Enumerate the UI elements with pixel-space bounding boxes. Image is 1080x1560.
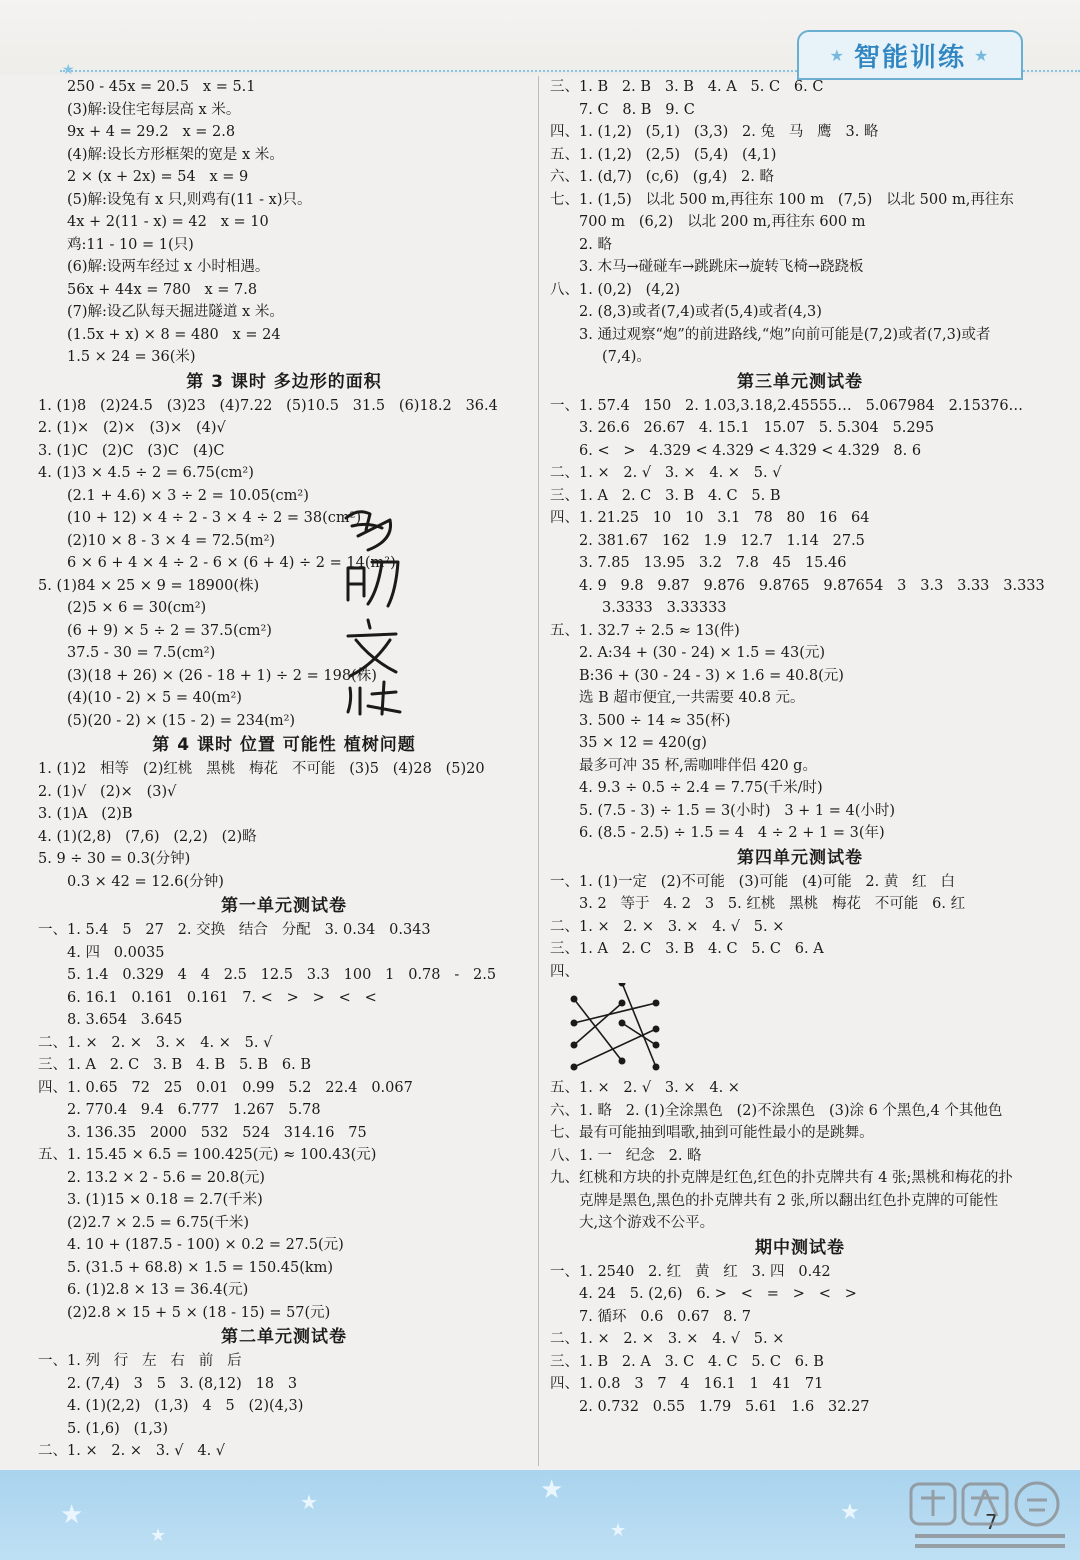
answer-line: 3. 2 等于 4. 2 3 5. 红桃 黑桃 梅花 不可能 6. 红 xyxy=(579,896,966,912)
answer-line: 二、1. × 2. × 3. × 4. √ 5. × xyxy=(550,918,785,935)
answer-line: 3. (1)15 × 0.18 = 2.7(千米) xyxy=(67,1192,263,1208)
answer-line: (3)解:设住宅每层高 x 米。 xyxy=(67,101,241,118)
answer-line: 1.5 × 24 = 36(米) xyxy=(67,349,196,365)
section-heading: 第一单元测试卷 xyxy=(221,896,347,916)
answer-line: 3.3333 3.33333 xyxy=(602,600,727,616)
section-heading: 第四单元测试卷 xyxy=(737,847,863,868)
answer-line: 6 × 6 + 4 × 4 ÷ 2 - 6 × (6 + 4) ÷ 2 = 14(m²) xyxy=(67,555,396,571)
answer-line: 三、1. A 2. C 3. B 4. B 5. B 6. B xyxy=(38,1057,311,1073)
answer-line: 二、1. × 2. × 3. √ 4. √ xyxy=(38,1443,226,1459)
answer-line: 5. 1.4 0.329 4 4 2.5 12.5 3.3 100 1 0.78 - 2.5 xyxy=(67,967,497,983)
answer-line: 4x + 2(11 - x) = 42 x = 10 xyxy=(67,214,269,230)
answer-line: 六、1. (d,7) (c,6) (g,4) 2. 略 xyxy=(550,169,774,185)
answer-line: 1. (1)2 相等 (2)红桃 黑桃 梅花 不可能 (3)5 (4)28 (5)20 xyxy=(38,761,485,777)
answer-line: 7. C 8. B 9. C xyxy=(579,101,695,118)
answer-line: 7. 循环 0.6 0.67 8. 7 xyxy=(579,1308,751,1325)
answer-line: 八、1. (0,2) (4,2) xyxy=(550,281,681,298)
section-heading: 第 4 课时 位置 可能性 植树问题 xyxy=(152,735,416,755)
answer-line: 五、1. (1,2) (2,5) (5,4) (4,1) xyxy=(550,146,777,163)
answer-line: 4. (1)(2,8) (7,6) (2,2) (2)略 xyxy=(38,828,257,845)
answer-line: 2. (1)√ (2)× (3)√ xyxy=(38,783,177,800)
answer-line: 2. 381.67 162 1.9 12.7 1.14 27.5 xyxy=(579,532,865,549)
answer-line: 2. (1)× (2)× (3)× (4)√ xyxy=(38,420,226,436)
answer-line: 三、1. B 2. B 3. B 4. A 5. C 6. C xyxy=(550,79,824,95)
answer-line: 2. A:34 + (30 - 24) × 1.5 = 43(元) xyxy=(579,645,826,661)
header-title: 智能训练 xyxy=(853,42,966,73)
star-icon: ★ xyxy=(829,45,846,65)
answer-line: 4. 9 9.8 9.87 9.876 9.8765 9.87654 3 3.3 3.33 3.333 xyxy=(579,577,1045,594)
answer-line: (5)解:设兔有 x 只,则鸡有(11 - x)只。 xyxy=(67,191,312,208)
answer-line: 6. (8.5 - 2.5) ÷ 1.5 = 4 4 ÷ 2 + 1 = 3(年) xyxy=(579,825,885,841)
answer-line: (2.1 + 4.6) × 3 ÷ 2 = 10.05(cm²) xyxy=(67,487,309,504)
answer-line: 一、1. 5.4 5 27 2. 交换 结合 分配 3. 0.34 0.343 xyxy=(38,922,431,938)
answer-line: 6. (1)2.8 × 13 = 36.4(元) xyxy=(67,1282,249,1298)
answer-line: 三、1. A 2. C 3. B 4. C 5. B xyxy=(550,487,781,504)
section-heading: 期中测试卷 xyxy=(755,1237,845,1258)
answer-line: 二、1. × 2. √ 3. × 4. × 5. √ xyxy=(550,465,782,481)
answer-line: 8. 3.654 3.645 xyxy=(67,1012,183,1028)
answer-line: 1. (1)8 (2)24.5 (3)23 (4)7.22 (5)10.5 31.5 (6)18.2 36.4 xyxy=(38,397,498,414)
answer-line: 6. 16.1 0.161 0.161 7. < > > < < xyxy=(67,989,377,1006)
star-icon: ★ xyxy=(60,1500,84,1530)
answer-line: 一、1. 57.4 150 2. 1.03,3.18,2.45555… 5.067984 2.15376… xyxy=(550,397,1024,414)
star-icon: ★ xyxy=(62,62,75,78)
answer-line: 250 - 45x = 20.5 x = 5.1 xyxy=(67,79,256,95)
answer-line: 3. 木马→碰碰车→跳跳床→旋转飞椅→跷跷板 xyxy=(579,259,864,275)
answer-line: 2. 略 xyxy=(579,236,612,253)
answer-line: 三、1. A 2. C 3. B 4. C 5. C 6. A xyxy=(550,941,824,957)
answer-line: 2. 13.2 × 2 - 5.6 = 20.8(元) xyxy=(67,1169,265,1186)
answer-line: (7)解:设乙队每天掘进隧道 x 米。 xyxy=(67,304,284,320)
answer-line: 2. (8,3)或者(7,4)或者(5,4)或者(4,3) xyxy=(579,304,822,320)
answer-line: 3. (1)A (2)B xyxy=(38,806,133,822)
answer-line: 五、1. × 2. √ 3. × 4. × xyxy=(550,1080,740,1096)
answer-line: 二、1. × 2. × 3. × 4. × 5. √ xyxy=(38,1034,273,1051)
answer-line: 五、1. 15.45 × 6.5 = 100.425(元) ≈ 100.43(元) xyxy=(38,1147,377,1163)
answer-line: 三、1. B 2. A 3. C 4. C 5. C 6. B xyxy=(550,1353,824,1370)
section-heading: 第二单元测试卷 xyxy=(221,1327,347,1347)
answer-line: 3. 26.6 26.67 4. 15.1 15.07 5. 5.304 5.295 xyxy=(579,420,935,436)
answer-line: 4. (1)3 × 4.5 ÷ 2 = 6.75(cm²) xyxy=(38,465,254,481)
answer-line: 3. (1)C (2)C (3)C (4)C xyxy=(38,442,225,459)
answer-line: (2)2.7 × 2.5 = 6.75(千米) xyxy=(67,1214,249,1231)
answer-line: 四、1. 0.65 72 25 0.01 0.99 5.2 22.4 0.067 xyxy=(38,1079,413,1096)
answer-line: 一、1. (1)一定 (2)不可能 (3)可能 (4)可能 2. 黄 红 白 xyxy=(550,873,956,890)
answer-line: 3. 500 ÷ 14 ≈ 35(杯) xyxy=(579,712,731,729)
star-icon: ★ xyxy=(974,45,991,65)
answer-line: 5. (1,6) (1,3) xyxy=(67,1420,169,1437)
answer-line: 4. 9.3 ÷ 0.5 ÷ 2.4 = 7.75(千米/时) xyxy=(579,780,823,796)
answer-line: (1.5x + x) × 8 = 480 x = 24 xyxy=(67,326,281,343)
answer-line: 2. (7,4) 3 5 3. (8,12) 18 3 xyxy=(67,1375,298,1392)
answer-line: 鸡:11 - 10 = 1(只) xyxy=(67,236,194,253)
answer-line: 3. 136.35 2000 532 524 314.16 75 xyxy=(67,1124,367,1141)
answer-line: 700 m (6,2) 以北 200 m,再往东 600 m xyxy=(579,214,866,230)
section-heading: 第三单元测试卷 xyxy=(737,371,863,392)
answer-line: 9x + 4 = 29.2 x = 2.8 xyxy=(67,124,236,140)
answer-line: 35 × 12 = 420(g) xyxy=(579,735,707,751)
answer-line: 37.5 - 30 = 7.5(cm²) xyxy=(67,645,216,661)
answer-line: 5. (31.5 + 68.8) × 1.5 = 150.45(km) xyxy=(67,1259,334,1276)
answer-line: 大,这个游戏不公平。 xyxy=(579,1215,715,1231)
header-badge xyxy=(797,30,1023,80)
watermark-logo xyxy=(905,1478,1075,1556)
answer-line: 5. (1)84 × 25 × 9 = 18900(株) xyxy=(38,577,260,594)
answer-line: 3. 通过观察“炮”的前进路线,“炮”向前可能是(7,2)或者(7,3)或者 xyxy=(579,326,991,343)
answer-line: 5. 9 ÷ 30 = 0.3(分钟) xyxy=(38,851,191,867)
answer-line: (5)(20 - 2) × (15 - 2) = 234(m²) xyxy=(67,712,296,729)
answer-line: 56x + 44x = 780 x = 7.8 xyxy=(67,281,258,298)
answer-line: 6. < > 4.329 < 4.329̇ < 4.3̇29̇ < 4.3̇29̇ 8. 6 xyxy=(579,442,922,459)
answer-line: 0.3 × 42 = 12.6(分钟) xyxy=(67,873,224,890)
answer-line: (7,4)。 xyxy=(602,349,651,365)
star-icon: ★ xyxy=(300,1490,318,1514)
page-number: 7 xyxy=(985,1510,998,1534)
answer-line: 选 B 超市便宜,一共需要 40.8 元。 xyxy=(579,690,805,706)
answer-line: 4. 四 0.0035 xyxy=(67,944,165,961)
answers-right-column xyxy=(550,76,1050,1418)
section-heading: 第 3 课时 多边形的面积 xyxy=(186,371,382,392)
star-icon: ★ xyxy=(840,1500,860,1525)
answer-line: (6 + 9) × 5 ÷ 2 = 37.5(cm²) xyxy=(67,622,272,639)
answer-line: (3)(18 + 26) × (26 - 18 + 1) ÷ 2 = 198(株) xyxy=(67,667,377,684)
answer-line: 4. 24 5. (2,6) 6. > < = > < > xyxy=(579,1286,857,1302)
answer-line: 九、红桃和方块的扑克牌是红色,红色的扑克牌共有 4 张;黑桃和梅花的扑 xyxy=(550,1170,1013,1186)
answer-line: 一、1. 2540 2. 红 黄 红 3. 四 0.42 xyxy=(550,1263,831,1280)
answer-line: B:36 + (30 - 24 - 3) × 1.6 = 40.8(元) xyxy=(579,667,844,684)
answer-line: 四、1. (1,2) (5,1) (3,3) 2. 兔 马 鹰 3. 略 xyxy=(550,124,879,140)
column-divider xyxy=(538,76,539,1466)
answer-line: (2)5 × 6 = 30(cm²) xyxy=(67,600,207,616)
answer-line: 4. (1)(2,2) (1,3) 4 5 (2)(4,3) xyxy=(67,1398,304,1414)
answer-line: (2)10 × 8 - 3 × 4 = 72.5(m²) xyxy=(67,532,276,549)
answer-line: 四、 xyxy=(550,963,579,980)
answer-line: 克牌是黑色,黑色的扑克牌共有 2 张,所以翻出红色扑克牌的可能性 xyxy=(579,1192,999,1209)
matching-diagram xyxy=(550,983,1050,1077)
answer-line: 2. 0.732 0.55 1.79 5.61 1.6 32.27 xyxy=(579,1398,870,1415)
answer-line: 二、1. × 2. × 3. × 4. √ 5. × xyxy=(550,1331,785,1347)
star-icon: ★ xyxy=(540,1475,564,1505)
answer-line: 2. 770.4 9.4 6.777 1.267 5.78 xyxy=(67,1102,321,1118)
answer-line: (10 + 12) × 4 ÷ 2 - 3 × 4 ÷ 2 = 38(cm²) xyxy=(67,510,362,526)
answer-line: 四、1. 0.8 3 7 4 16.1 1 41 71 xyxy=(550,1376,824,1392)
answer-line: 2 × (x + 2x) = 54 x = 9 xyxy=(67,169,249,185)
answer-line: 4. 10 + (187.5 - 100) × 0.2 = 27.5(元) xyxy=(67,1237,344,1253)
star-icon: ★ xyxy=(150,1525,167,1546)
answer-line: 六、1. 略 2. (1)全涂黑色 (2)不涂黑色 (3)涂 6 个黑色,4 个其他色 xyxy=(550,1102,1003,1119)
handwritten-stamp xyxy=(338,500,408,720)
answer-line: 最多可冲 35 杯,需咖啡伴侣 420 g。 xyxy=(579,757,817,774)
answer-line: (6)解:设两车经过 x 小时相遇。 xyxy=(67,259,270,275)
answer-line: 四、1. 21.25 10 10 3.1 78 80 16 64 xyxy=(550,510,870,526)
answer-line: 五、1. 32.7 ÷ 2.5 ≈ 13(件) xyxy=(550,622,740,639)
answer-line: 3. 7.85 13.95 3.2 7.8 45 15.46 xyxy=(579,555,847,571)
answer-line: 七、最有可能抽到唱歌,抽到可能性最小的是跳舞。 xyxy=(550,1125,874,1141)
answers-left-column xyxy=(38,76,530,1463)
answer-line: 5. (7.5 - 3) ÷ 1.5 = 3(小时) 3 + 1 = 4(小时) xyxy=(579,802,896,819)
answer-line: (4)解:设长方形框架的宽是 x 米。 xyxy=(67,146,284,163)
answer-line: 一、1. 列 行 左 右 前 后 xyxy=(38,1353,242,1369)
answer-line: 八、1. 一 纪念 2. 略 xyxy=(550,1147,702,1164)
answer-line: 七、1. (1,5) 以北 500 m,再往东 100 m (7,5) 以北 500 m,再往东 xyxy=(550,191,1014,208)
answer-line: (4)(10 - 2) × 5 = 40(m²) xyxy=(67,690,242,706)
answer-line: (2)2.8 × 15 + 5 × (18 - 15) = 57(元) xyxy=(67,1304,331,1321)
star-icon: ★ xyxy=(610,1520,627,1541)
